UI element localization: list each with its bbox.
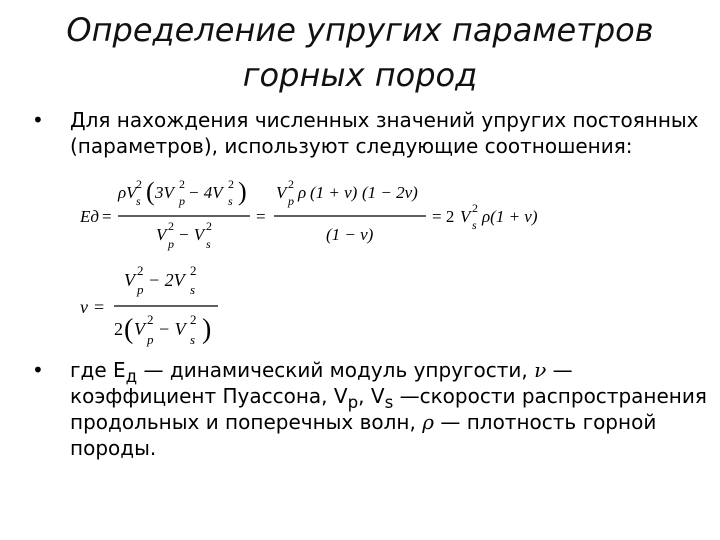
formula2-den-paren-open: ( xyxy=(124,314,134,345)
formula1-rhs-rest: ρ(1 + ν) xyxy=(482,207,538,226)
definitions-l1-sub: д xyxy=(125,367,138,386)
formula2-den-v-sup: 2 xyxy=(147,312,154,327)
formula2-den-two: 2 xyxy=(114,319,123,339)
formula1-eq3: = 2 xyxy=(432,207,455,226)
formula2-lhs: ν xyxy=(80,297,88,317)
formula1-three-v: 3V xyxy=(155,183,174,202)
formula1-eq2: = xyxy=(256,207,266,226)
formula1-paren-close: ) xyxy=(238,177,247,206)
formula1-rhs-sub: s xyxy=(472,218,477,232)
nu-symbol: ν xyxy=(534,358,547,382)
definitions-l2-a: коэффициент Пуассона, V xyxy=(70,384,348,408)
formula2-den-minus-sup: 2 xyxy=(190,312,197,327)
bullet-definitions-text xyxy=(70,358,707,462)
definitions-l2-c: —скорости распространения xyxy=(393,384,707,408)
formula1-den1-sub: p xyxy=(168,237,174,251)
formula1-one-minus-2nu: (1 − 2ν) xyxy=(362,183,418,202)
definitions-l2-sub-s: s xyxy=(384,393,394,412)
bullet-intro-line-1: Для нахождения численных значений упругих постоянных xyxy=(70,108,699,132)
formula1-den1-minus-sup: 2 xyxy=(206,219,212,233)
formula2-den-v-sub: p xyxy=(147,332,154,347)
formula2-den-v: V xyxy=(134,319,145,339)
formula2-den-paren-close: ) xyxy=(202,314,212,345)
formula1-three-v-sup: 2 xyxy=(179,177,185,191)
rho-symbol: ρ xyxy=(422,410,434,434)
formula1-one-plus-nu: (1 + ν) xyxy=(310,183,358,202)
formula2-num-v-sup: 2 xyxy=(137,263,144,278)
formula1-den2: (1 − ν) xyxy=(326,225,374,244)
formula1-paren-open: ( xyxy=(146,177,155,206)
formula1-num2-sub: p xyxy=(288,194,294,208)
definitions-line-4: породы. xyxy=(70,436,157,460)
definitions-l1-a: где E xyxy=(70,358,126,382)
formula1-eq1: = xyxy=(102,207,112,226)
bullet-intro-line-2: (параметров), используют следующие соотношения: xyxy=(70,134,633,158)
definitions-l3-b: — плотность горной xyxy=(434,410,657,434)
definitions-l3-a: продольных и поперечных волн, xyxy=(70,410,423,434)
formula1-num1-sup: 2 xyxy=(136,177,142,191)
formula-poisson xyxy=(80,258,320,356)
formula1-num2-sup: 2 xyxy=(288,177,294,191)
slide-title xyxy=(40,8,680,98)
formula2-num-v-sub: p xyxy=(137,282,144,297)
formula1-four-v-sub: s xyxy=(228,194,233,208)
formula2-num-minus-sup: 2 xyxy=(190,263,197,278)
definitions-l2-b: , V xyxy=(358,384,385,408)
formula1-num1-sub: s xyxy=(136,194,141,208)
formula1-lhs: Eд xyxy=(80,207,99,226)
formula1-num2: V xyxy=(276,183,287,202)
formula1-four-v-sup: 2 xyxy=(228,177,234,191)
formula-modulus xyxy=(80,172,540,254)
formula2-den-minus-sub: s xyxy=(190,332,196,347)
formula1-three-v-sub: p xyxy=(179,194,185,208)
formula2-num-v: V xyxy=(124,270,135,290)
formula1-rhs-v: V xyxy=(460,207,471,226)
formula1-den1: V xyxy=(156,225,167,244)
formula1-rhs-sup: 2 xyxy=(472,201,478,215)
bullet-intro-text xyxy=(70,108,699,160)
definitions-l1-b: — динамический модуль упругости, xyxy=(137,358,535,382)
definitions-l1-c: — xyxy=(546,358,573,382)
formula2-num-minus-sub: s xyxy=(190,282,196,297)
formula1-den1-minus: − V xyxy=(178,225,205,244)
title-line-2: горных пород xyxy=(242,56,478,94)
bullet-marker-2: • xyxy=(32,358,44,382)
definitions-line-3 xyxy=(70,410,670,436)
definitions-l2-sub-p: p xyxy=(347,393,359,412)
title-line-1: Определение упругих параметров xyxy=(66,11,654,49)
definitions-line-2 xyxy=(70,384,707,412)
bullet-marker: • xyxy=(32,108,44,132)
formula1-rho: ρ xyxy=(298,183,307,202)
formula2-num-minus: − 2V xyxy=(148,270,185,290)
formula1-den1-minus-sub: s xyxy=(206,237,211,251)
formula2-eq: = xyxy=(94,297,105,317)
formula1-den1-sup: 2 xyxy=(168,219,174,233)
definitions-line-1 xyxy=(70,358,670,384)
formula1-minus-four-v: − 4V xyxy=(188,183,223,202)
formula2-den-minus: − V xyxy=(158,319,186,339)
formula1-num1: ρV xyxy=(118,183,137,202)
